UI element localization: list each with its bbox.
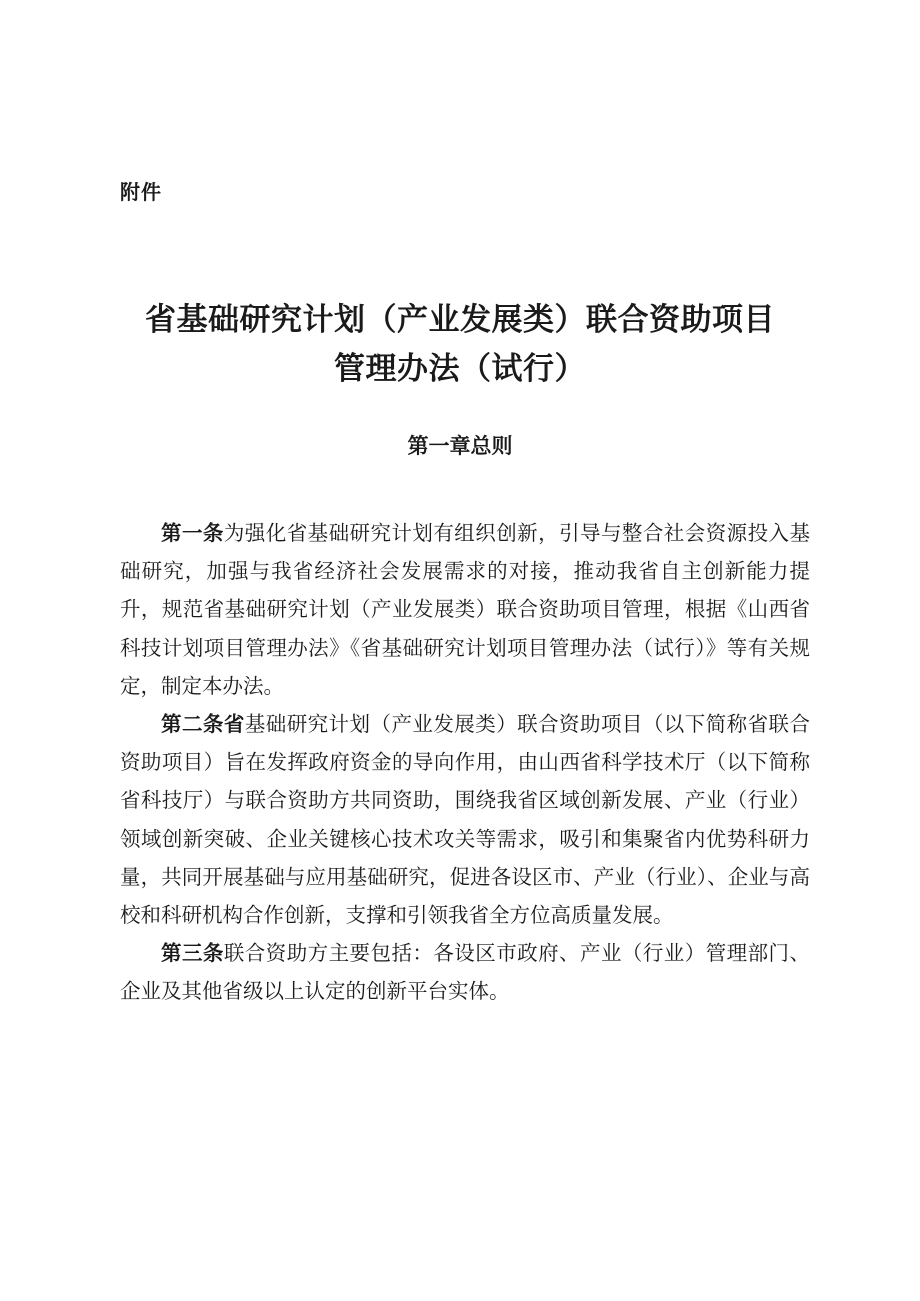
article-1	[120, 514, 810, 705]
document-body	[120, 514, 810, 1011]
chapter-heading: 第一章总则	[407, 434, 513, 458]
article-text: 联合资助方主要包括：各设区市政府、产业（行业）管理部门、企业及其他省级以上认定的创新平台实体。	[120, 941, 811, 1004]
attachment-label: 附件	[120, 180, 162, 204]
article-3	[120, 934, 810, 1010]
title-line-2: 管理办法（试行）	[334, 351, 586, 387]
article-label: 第三条	[161, 941, 224, 966]
article-label: 第一条	[161, 521, 224, 545]
article-2	[120, 705, 810, 934]
title-line-1: 省基础研究计划（产业发展类）联合资助项目	[145, 302, 775, 338]
article-label: 第二条省	[161, 712, 245, 737]
document-title	[0, 296, 920, 394]
article-text: 基础研究计划（产业发展类）联合资助项目（以下简称省联合资助项目）旨在发挥政府资金的导向作用，由山西省科学技术厅（以下简称省科技厅）与联合资助方共同资助，围绕我省区域创新发展、产业（行业）领域创新突破、企业关键核心技术攻关等需求，吸引和集聚省内优势科研力量，共同开展基础与应用基础研究，促进各设区市、产业（行业）、企业与高校和科研机构合作创新，支撑和引领我省全方位高质量发展。	[120, 712, 811, 928]
article-text: 为强化省基础研究计划有组织创新，引导与整合社会资源投入基础研究，加强与我省经济社会发展需求的对接，推动我省自主创新能力提升，规范省基础研究计划（产业发展类）联合资助项目管理，根据《山西省科技计划项目管理办法》《省基础研究计划项目管理办法（试行）》等有关规定，制定本办法。	[120, 521, 811, 698]
